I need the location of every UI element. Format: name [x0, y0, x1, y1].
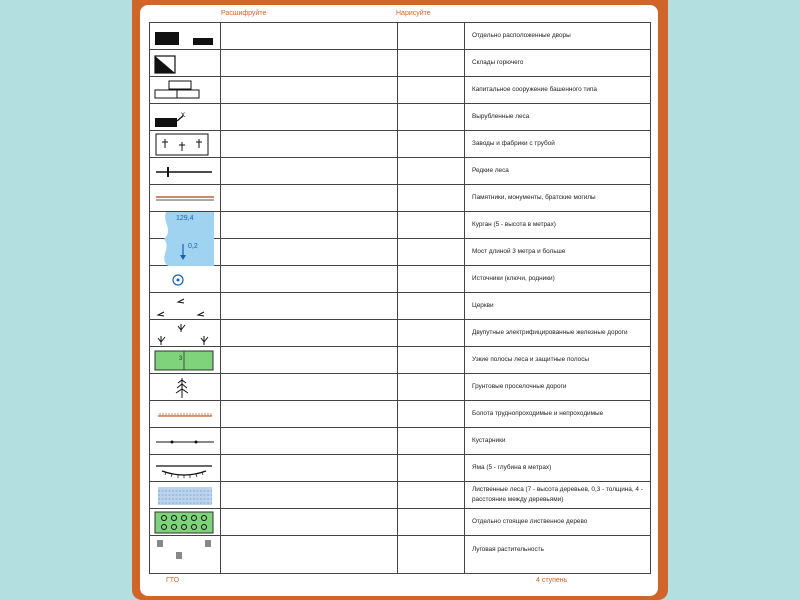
river-value: 0,2	[188, 243, 198, 250]
row-label: Отдельно стоящее лиственное дерево	[472, 518, 588, 526]
row-label: Отдельно расположенные дворы	[472, 32, 571, 40]
river-icon	[150, 212, 220, 238]
table-row	[150, 455, 650, 482]
table-row	[150, 104, 650, 131]
footer-right: 4 ступень	[536, 577, 568, 584]
table-row	[150, 266, 650, 293]
pit-icon	[150, 455, 220, 481]
double-line-icon	[150, 185, 220, 211]
row-label: Узкие полосы леса и защитные полосы	[472, 356, 589, 364]
swamp-pattern-icon	[150, 482, 220, 508]
row-label: Кустарники	[472, 437, 506, 445]
table-row	[150, 509, 650, 536]
table-row	[150, 50, 650, 77]
hatched-line-icon	[150, 401, 220, 427]
row-label: Капитальное сооружение башенного типа	[472, 86, 597, 94]
table-row	[150, 536, 650, 563]
table-row	[150, 77, 650, 104]
row-label: Луговая растительность	[472, 545, 544, 553]
table-row	[150, 212, 650, 239]
row-label: Лиственные леса (7 - высота деревьев, 0,3 - толщина, 4 - расстояние между деревьями)	[472, 486, 643, 503]
table-row	[150, 158, 650, 185]
river-arrow-icon	[150, 239, 220, 265]
green-circles-icon	[150, 509, 220, 535]
row-label: Склады горючего	[472, 59, 524, 67]
row-label: Памятники, монументы, братские могилы	[472, 194, 596, 202]
crosses-box-icon	[150, 131, 220, 157]
fuel-depot-icon	[150, 50, 220, 76]
ticks-icon	[150, 293, 220, 319]
table-row	[150, 131, 650, 158]
table-row	[150, 185, 650, 212]
green-field-icon	[150, 347, 220, 373]
grass-bars-icon	[150, 536, 220, 563]
table-row	[150, 239, 650, 266]
table-row	[150, 293, 650, 320]
header-draw: Нарисуйте	[396, 10, 431, 17]
spring-circle-icon	[150, 266, 220, 292]
row-label: Болота труднопроходимые и непроходимые	[472, 410, 604, 418]
table-row	[150, 401, 650, 428]
river-value: 129,4	[176, 215, 194, 222]
bricks-icon	[150, 77, 220, 103]
row-label: Заводы и фабрики с трубой	[472, 140, 555, 148]
table-row	[150, 320, 650, 347]
shrubs-icon	[150, 320, 220, 346]
table-row	[150, 482, 650, 509]
row-label: Вырубленные леса	[472, 113, 530, 121]
symbols-table	[149, 22, 651, 574]
table-row	[150, 23, 650, 50]
row-label: Двупутные электрифицированные железные дороги	[472, 329, 628, 337]
row-label: Церкви	[472, 302, 494, 310]
row-label: Мост длиной 3 метра и больше	[472, 248, 566, 256]
row-label: Яма (5 - глубина в метрах)	[472, 464, 552, 472]
svg-text:x: x	[181, 110, 185, 119]
header-decode: Расшифруйте	[221, 10, 267, 17]
courtyard-blocks-icon	[150, 23, 220, 49]
table-row	[150, 374, 650, 401]
row-label: Редкие леса	[472, 167, 509, 175]
footer-left: ГТО	[166, 577, 180, 584]
tree-icon	[150, 374, 220, 400]
row-label: Курган (5 - высота в метрах)	[472, 221, 556, 229]
table-row	[150, 347, 650, 374]
row-label: Грунтовые проселочные дороги	[472, 383, 567, 391]
row-label: Источники (ключи, родники)	[472, 275, 555, 283]
field-value: 3	[179, 356, 183, 362]
dotted-line-icon	[150, 428, 220, 454]
line-tick-icon	[150, 158, 220, 184]
table-row	[150, 428, 650, 455]
block-cross-icon	[150, 104, 220, 130]
